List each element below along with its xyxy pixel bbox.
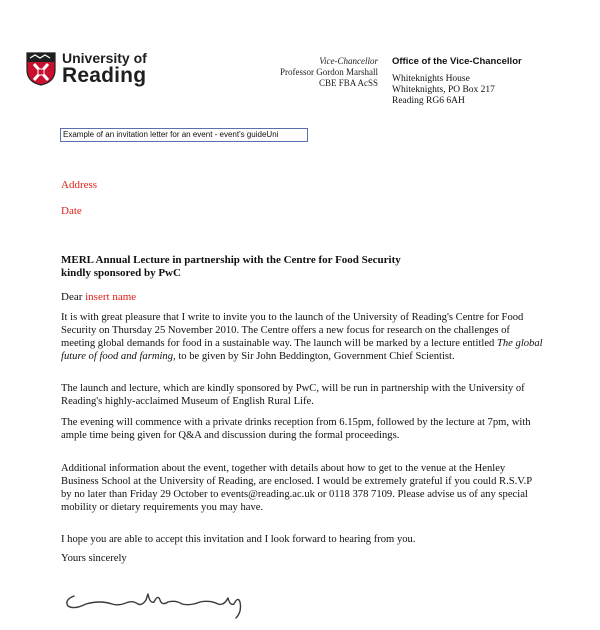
lecture-title: The global future of food and farming xyxy=(61,338,543,362)
body-paragraph-1 xyxy=(61,311,543,363)
body-paragraph-5: I hope you are able to accept this invitation and I look forward to hearing from you. xyxy=(61,534,416,545)
date-placeholder: Date xyxy=(61,205,82,217)
p1-text-a: It is with great pleasure that I write to invite you to the launch of the University of Reading's Centre for Food Security on Thursday 25 November 2010. The Centre offers a new focus for research on the challenges of meeting global demands for food in a sustainable way. The launch will be marked by a lecture entitled xyxy=(61,312,524,349)
closing: Yours sincerely xyxy=(61,553,127,564)
office-title: Office of the Vice-Chancellor xyxy=(392,56,522,67)
address-line: Whiteknights House xyxy=(392,74,470,84)
salutation-prefix: Dear xyxy=(61,291,86,303)
address-line: Reading RG6 6AH xyxy=(392,96,465,106)
vc-role: Vice-Chancellor xyxy=(319,56,378,66)
body-paragraph-2: The launch and lecture, which are kindly sponsored by PwC, will be run in partnership with the University of Reading's highly-acclaimed Museum of English Rural Life. xyxy=(61,383,525,407)
office-address xyxy=(392,74,495,107)
subject-line-1: MERL Annual Lecture in partnership with the Centre for Food Security xyxy=(61,254,401,266)
vc-name: Professor Gordon Marshall xyxy=(280,67,378,77)
salutation xyxy=(61,291,136,303)
signature xyxy=(60,582,250,622)
body-paragraph-4: Additional information about the event, together with details about how to get to the venue at the Henley Business School at the University of Reading, are enclosed. I would be extremely grateful if you could R.S.V.P by no later than Friday 29 October to events@reading.ac.uk or 0118 378 7109. Please advise us of any special mobility or dietary requirements you may have. xyxy=(61,463,532,513)
recipient-name-placeholder: insert name xyxy=(85,291,137,303)
university-shield-icon xyxy=(26,52,56,86)
vice-chancellor-block xyxy=(280,56,378,89)
letter-subject xyxy=(61,254,541,280)
vc-credentials: CBE FBA AcSS xyxy=(318,78,378,88)
document-caption: Example of an invitation letter for an event - event's guideUni xyxy=(60,128,308,142)
body-paragraph-3: The evening will commence with a private drinks reception from 6.15pm, followed by the lecture at 7pm, with ample time being given for Q&A and discussion during the formal proceedings. xyxy=(61,417,531,441)
subject-line-2: kindly sponsored by PwC xyxy=(61,267,181,279)
p1-text-b: , to be given by Sir John Beddington, Government Chief Scientist. xyxy=(173,351,455,362)
logo-line-1: University of xyxy=(62,50,147,66)
address-placeholder: Address xyxy=(61,179,98,191)
logo-line-2: Reading xyxy=(62,64,147,87)
address-line: Whiteknights, PO Box 217 xyxy=(392,85,495,95)
university-logo xyxy=(26,52,176,92)
